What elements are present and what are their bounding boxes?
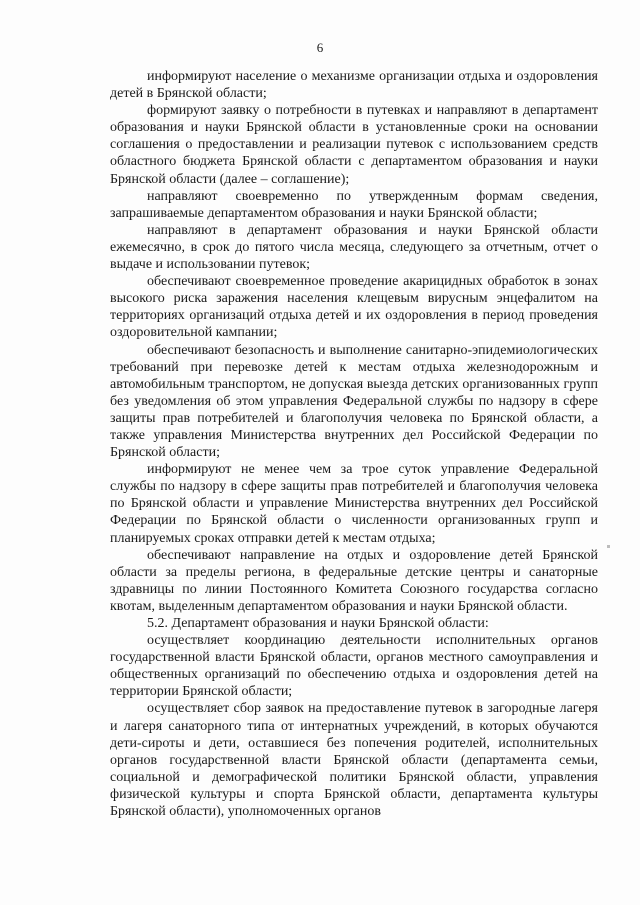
paragraph-coordination: осуществляет координацию деятельности исполнительных органов государственной власти Брянской области, органов местного самоуправления и общественных организаций по обеспечению отдыха и оздоровления детей на территории Брянской области;	[110, 633, 598, 700]
paragraph-transport-safety: обеспечивают безопасность и выполнение санитарно-эпидемиологических требований при перевозке детей к местам отдыха железнодорожным и автомобильным транспортом, не допуская выезда детских организованных групп без уведомления об этом управления Федеральной службы по надзору в сфере защиты прав потребителей и благополучия человека по Брянской области, а также управления Министерства внутренних дел Российской Федерации по Брянской области;	[110, 342, 598, 461]
paragraph-monthly-report: направляют в департамент образования и науки Брянской области ежемесячно, в срок до пятого числа месяца, следующего за отчетным, отчет о выдаче и использовании путевок;	[110, 222, 598, 273]
paragraph-inform-population: информируют население о механизме организации отдыха и оздоровления детей в Брянской области;	[110, 69, 598, 102]
paragraph-notify-groups: информируют не менее чем за трое суток управление Федеральной службы по надзору в сфере защиты прав потребителей и благополучия человека по Брянской области и управление Министерства внутренних дел Российской Федерации по Брянской области о численности организованных групп и планируемых сроках отправки детей к местам отдыха;	[110, 462, 598, 546]
document-body	[110, 68, 598, 820]
paragraph-acaricide-treatment: обеспечивают своевременное проведение акарицидных обработок в зонах высокого риска заражения населения клещевым вирусным энцефалитом на территориях организаций отдыха детей и их оздоровления в период проведения оздоровительной кампании;	[110, 274, 598, 341]
scan-speck	[607, 545, 610, 548]
page-number: 6	[316, 40, 324, 55]
paragraph-send-information: направляют своевременно по утвержденным формам сведения, запрашиваемые департаментом образования и науки Брянской области;	[110, 188, 598, 221]
paragraph-federal-centers: обеспечивают направление на отдых и оздоровление детей Брянской области за пределы региона, в федеральные детские центры и санаторные здравницы по линии Постоянного Комитета Союзного государства согласно квотам, выделенным департаментом образования и науки Брянской области.	[110, 547, 598, 614]
paragraph-form-request: формируют заявку о потребности в путевках и направляют в департамент образования и науки Брянской области в установленные сроки на основании соглашения о предоставлении и реализации путевок с использованием средств областного бюджета Брянской области с департаментом образования и науки Брянской области (далее – соглашение);	[110, 103, 598, 187]
paragraph-collect-requests: осуществляет сбор заявок на предоставление путевок в загородные лагеря и лагеря санаторного типа от интернатных учреждений, в которых обучаются дети-сироты и дети, оставшиеся без попечения родителей, исполнительных органов государственной власти Брянской области (департамента семьи, социальной и демографической политики Брянской области, управления физической культуры и спорта Брянской области, департамента культуры Брянской области), уполномоченных органов	[110, 701, 598, 820]
section-heading-5-2: 5.2. Департамент образования и науки Брянской области:	[147, 616, 489, 631]
